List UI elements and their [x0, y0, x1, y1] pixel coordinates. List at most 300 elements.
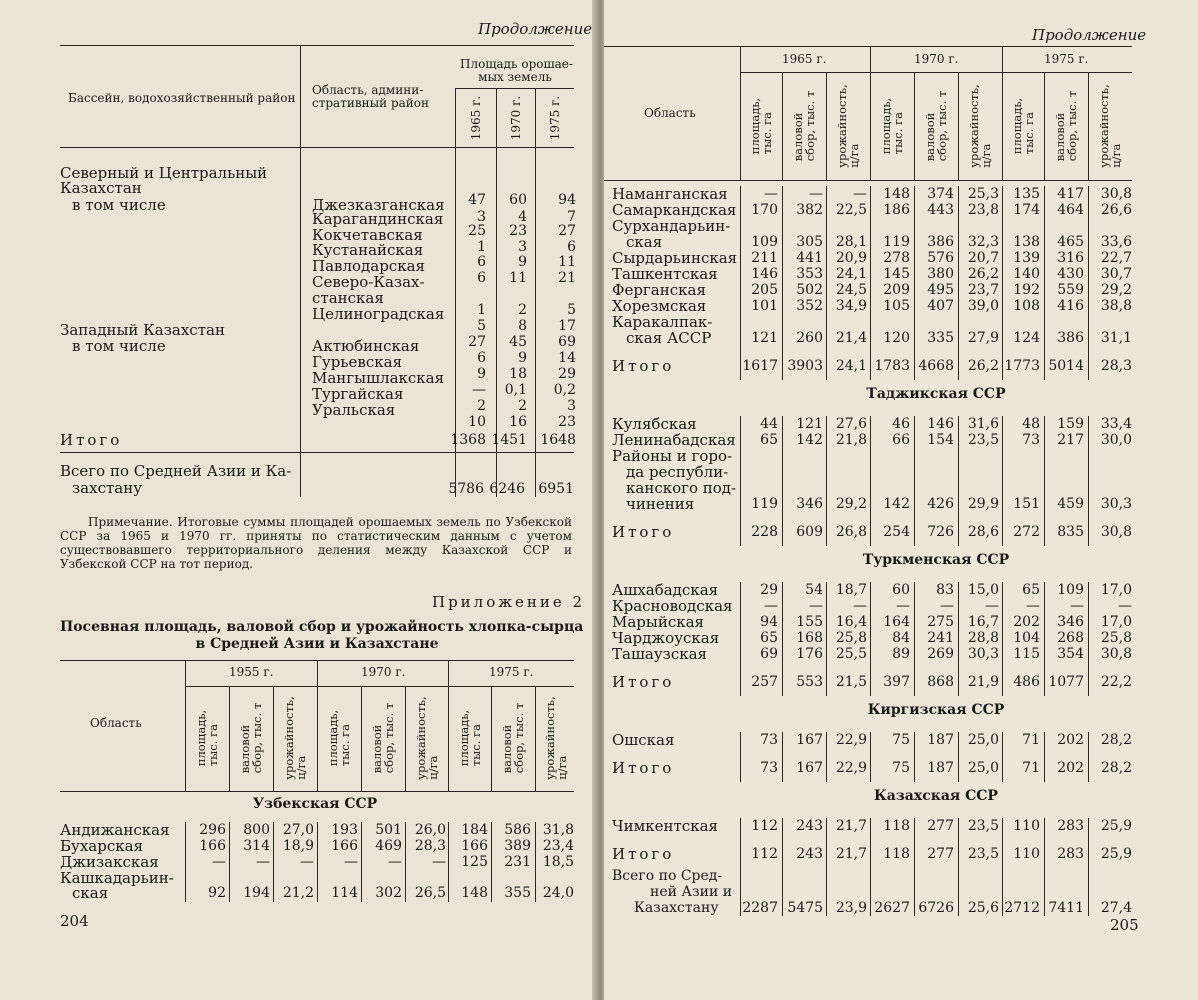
cotton-value: 6726 — [918, 900, 954, 916]
cotton-value: 835 — [1057, 524, 1084, 540]
oblast-name: да республи- — [626, 463, 729, 481]
column-line — [870, 46, 871, 180]
cotton-value: 26,2 — [967, 266, 999, 282]
cotton-value: 73 — [1022, 432, 1040, 448]
cotton-value: 164 — [883, 614, 910, 630]
cotton-value: 23,9 — [835, 900, 867, 916]
basin-name: Казахстан — [60, 179, 142, 197]
cotton-value: 501 — [375, 822, 402, 838]
cotton-value: 380 — [927, 266, 954, 282]
cotton-value: 75 — [892, 732, 910, 748]
cotton-value: 4668 — [918, 358, 954, 374]
area-value: 7 — [567, 209, 576, 225]
column-line — [455, 88, 456, 147]
cotton-value: 243 — [796, 818, 823, 834]
cotton-value: 65 — [760, 432, 778, 448]
area-value: 27 — [468, 334, 486, 350]
cotton-value: 124 — [1013, 330, 1040, 346]
column-header: площадь, тыс. га — [1010, 97, 1036, 155]
cotton-value: 24,1 — [835, 358, 867, 374]
column-line — [826, 732, 827, 782]
oblast-name: Бухарская — [60, 837, 144, 855]
column-line — [958, 818, 959, 916]
cotton-value: — — [1118, 598, 1132, 614]
cotton-value: 151 — [1013, 496, 1040, 512]
area-value: 21 — [558, 270, 576, 286]
column-header: валовой сбор, тыс. т — [1053, 90, 1079, 162]
cotton-value: 374 — [927, 186, 954, 202]
cotton-value: 283 — [1057, 846, 1084, 862]
area-value: 9 — [518, 350, 527, 366]
oblast-header: Область — [644, 106, 696, 120]
cotton-value: 465 — [1057, 234, 1084, 250]
oblast-name: Итого — [612, 357, 675, 375]
cotton-value: 268 — [1057, 630, 1084, 646]
cotton-value: 26,8 — [835, 524, 867, 540]
cotton-value: 23,5 — [967, 846, 999, 862]
oblast-header: Область — [90, 716, 142, 730]
column-line — [1002, 186, 1003, 380]
cotton-value: 24,1 — [835, 266, 867, 282]
cotton-value: 28,2 — [1100, 760, 1132, 776]
area-value: 25 — [468, 223, 486, 239]
cotton-value: 202 — [1057, 732, 1084, 748]
column-line — [740, 416, 741, 546]
column-line — [826, 582, 827, 696]
cotton-value: 23,7 — [967, 282, 999, 298]
area-value: 5 — [567, 302, 576, 318]
cotton-value: 154 — [927, 432, 954, 448]
cotton-value: 110 — [1013, 846, 1040, 862]
cotton-value: 30,3 — [1100, 496, 1132, 512]
column-header: площадь, тыс. га — [879, 97, 905, 155]
cotton-value: 346 — [796, 496, 823, 512]
cotton-value: — — [1026, 598, 1040, 614]
oblast-name: Кокчетавская — [312, 226, 423, 244]
column-line — [1088, 582, 1089, 696]
cotton-value: 202 — [1013, 614, 1040, 630]
cotton-value: 166 — [461, 838, 488, 854]
column-line — [1088, 732, 1089, 782]
column-header: площадь, тыс. га — [326, 709, 352, 767]
column-line — [914, 72, 915, 180]
cotton-value: 389 — [504, 838, 531, 854]
cotton-value: — — [388, 854, 402, 870]
cotton-value: 1617 — [742, 358, 778, 374]
cotton-value: 186 — [883, 202, 910, 218]
oblast-name: Каракалпак- — [612, 313, 713, 331]
column-line — [535, 686, 536, 791]
cotton-value: 272 — [1013, 524, 1040, 540]
oblast-name: Целиноградская — [312, 305, 445, 323]
oblast-name: станская — [312, 289, 384, 307]
cotton-value: — — [764, 186, 778, 202]
column-line — [782, 582, 783, 696]
column-header: валовой сбор, тыс. т — [238, 702, 264, 774]
oblast-name: Ленинабадская — [612, 431, 736, 449]
continuation-label: Продолжение — [1032, 26, 1147, 44]
cotton-value: 114 — [331, 885, 358, 901]
column-line — [740, 46, 741, 180]
cotton-value: 25,0 — [967, 732, 999, 748]
column-line — [1088, 416, 1089, 546]
cotton-value: 192 — [1013, 282, 1040, 298]
cotton-value: 2627 — [874, 900, 910, 916]
cotton-value: 382 — [796, 202, 823, 218]
cotton-value: 416 — [1057, 298, 1084, 314]
cotton-value: 21,9 — [967, 674, 999, 690]
column-line — [535, 88, 536, 147]
cotton-value: 28,8 — [967, 630, 999, 646]
cotton-value: 22,9 — [835, 760, 867, 776]
oblast-name: ская — [72, 884, 109, 902]
cotton-value: 115 — [1013, 646, 1040, 662]
cotton-value: 28,3 — [1100, 358, 1132, 374]
cotton-value: 25,3 — [967, 186, 999, 202]
cotton-value: 34,9 — [835, 298, 867, 314]
column-header: валовой сбор, тыс. т — [923, 90, 949, 162]
cotton-value: 101 — [751, 298, 778, 314]
cotton-value: 26,2 — [967, 358, 999, 374]
cotton-value: 29,2 — [835, 496, 867, 512]
cotton-value: 92 — [208, 885, 226, 901]
cotton-value: 417 — [1057, 186, 1084, 202]
year-header: 1955 г. — [229, 665, 274, 679]
column-line — [1044, 416, 1045, 546]
cotton-value: 25,0 — [967, 760, 999, 776]
rule-line — [60, 452, 574, 453]
cotton-value: 24,5 — [835, 282, 867, 298]
column-line — [361, 822, 362, 902]
cotton-value: 33,6 — [1100, 234, 1132, 250]
cotton-value: 145 — [883, 266, 910, 282]
rule-line — [740, 72, 1132, 73]
cotton-value: 140 — [1013, 266, 1040, 282]
oblast-name: Чарджоуская — [612, 629, 720, 647]
section-heading: Киргизская ССР — [867, 702, 1005, 718]
column-header: урожайность, ц/га — [282, 696, 308, 780]
cotton-value: 211 — [751, 250, 778, 266]
cotton-value: 66 — [892, 432, 910, 448]
cotton-value: 576 — [927, 250, 954, 266]
cotton-value: 166 — [331, 838, 358, 854]
area-value: 6 — [567, 239, 576, 255]
column-line — [958, 416, 959, 546]
cotton-value: 89 — [892, 646, 910, 662]
cotton-value: 275 — [927, 614, 954, 630]
oblast-name: Чимкентская — [612, 817, 718, 835]
cotton-value: — — [256, 854, 270, 870]
area-value: 69 — [558, 334, 576, 350]
cotton-value: 44 — [760, 416, 778, 432]
column-line — [740, 818, 741, 916]
cotton-value: 31,8 — [542, 822, 574, 838]
year-header: 1965 г. — [782, 52, 827, 66]
cotton-value: 109 — [751, 234, 778, 250]
column-line — [1044, 818, 1045, 916]
year-header: 1970 г. — [509, 95, 523, 141]
cotton-value: 30,8 — [1100, 646, 1132, 662]
oblast-name: Казахстану — [634, 900, 719, 916]
cotton-value: 7411 — [1048, 900, 1084, 916]
itogo-value: 1451 — [491, 432, 527, 448]
cotton-value: 29,2 — [1100, 282, 1132, 298]
oblast-name: ская — [626, 233, 663, 251]
cotton-value: 352 — [796, 298, 823, 314]
year-header: 1970 г. — [914, 52, 959, 66]
cotton-value: 25,6 — [967, 900, 999, 916]
area-value: 23 — [509, 223, 527, 239]
rule-line — [604, 46, 1132, 47]
year-header: 1975 г. — [1044, 52, 1089, 66]
cotton-value: 119 — [883, 234, 910, 250]
column-line — [405, 686, 406, 791]
cotton-value: 25,8 — [835, 630, 867, 646]
basin-name: в том числе — [72, 337, 166, 355]
column-line — [185, 660, 186, 791]
column-line — [914, 732, 915, 782]
cotton-value: 26,5 — [414, 885, 446, 901]
cotton-value: 31,6 — [967, 416, 999, 432]
section-heading: Казахская ССР — [874, 788, 998, 804]
oblast-name: Районы и горо- — [612, 447, 733, 465]
cotton-value: 5014 — [1048, 358, 1084, 374]
cotton-value: 316 — [1057, 250, 1084, 266]
column-line — [448, 660, 449, 791]
cotton-value: 28,6 — [967, 524, 999, 540]
cotton-value: — — [300, 854, 314, 870]
area-value: 3 — [518, 239, 527, 255]
cotton-value: 25,9 — [1100, 846, 1132, 862]
column-line — [782, 818, 783, 916]
cotton-value: 29 — [760, 582, 778, 598]
cotton-value: 726 — [927, 524, 954, 540]
cotton-value: 75 — [892, 760, 910, 776]
column-line — [1002, 582, 1003, 696]
cotton-value: 174 — [1013, 202, 1040, 218]
cotton-value: 94 — [760, 614, 778, 630]
oblast-name: Итого — [612, 759, 675, 777]
column-line — [782, 186, 783, 380]
oblast-name: Ташкентская — [612, 265, 718, 283]
cotton-value: 28,1 — [835, 234, 867, 250]
cotton-value: 142 — [883, 496, 910, 512]
cotton-value: 609 — [796, 524, 823, 540]
column-line — [1044, 186, 1045, 380]
cotton-value: 17,0 — [1100, 582, 1132, 598]
cotton-value: 28,2 — [1100, 732, 1132, 748]
oblast-name: канского под- — [626, 479, 737, 497]
cotton-value: 187 — [927, 760, 954, 776]
area-value: 0,1 — [504, 382, 527, 398]
cotton-value: 257 — [751, 674, 778, 690]
area-value: 60 — [509, 192, 527, 208]
column-line — [496, 88, 497, 147]
cotton-value: 2287 — [742, 900, 778, 916]
cotton-value: — — [344, 854, 358, 870]
cotton-value: 1077 — [1048, 674, 1084, 690]
column-header: урожайность, ц/га — [414, 696, 440, 780]
cotton-value: 29,9 — [967, 496, 999, 512]
cotton-value: 21,5 — [835, 674, 867, 690]
oblast-name: Карагандинская — [312, 210, 444, 228]
itogo-value: 1648 — [540, 432, 576, 448]
year-header: 1975 г. — [548, 95, 562, 141]
column-line — [740, 732, 741, 782]
oblast-name: Тургайская — [312, 385, 404, 403]
cotton-value: 112 — [751, 818, 778, 834]
oblast-name: Кустанайская — [312, 241, 424, 259]
right-page — [604, 0, 1198, 1000]
column-line — [826, 186, 827, 380]
oblast-name: Джезказганская — [312, 196, 445, 214]
cotton-value: 231 — [504, 854, 531, 870]
oblast-name: Итого — [612, 523, 675, 541]
column-line — [782, 732, 783, 782]
cotton-value: 426 — [927, 496, 954, 512]
cotton-value: 386 — [1057, 330, 1084, 346]
cotton-value: 430 — [1057, 266, 1084, 282]
vsego-label: Всего по Средней Азии и Ка- — [60, 462, 292, 480]
cotton-value: 119 — [751, 496, 778, 512]
area-value: 3 — [567, 398, 576, 414]
area-value: 2 — [518, 302, 527, 318]
cotton-value: 109 — [1057, 582, 1084, 598]
cotton-value: 296 — [199, 822, 226, 838]
basin-name: в том числе — [72, 196, 166, 214]
column-line — [405, 822, 406, 902]
cotton-value: 23,5 — [967, 432, 999, 448]
cotton-value: 278 — [883, 250, 910, 266]
oblast-name: Мангышлакская — [312, 369, 445, 387]
cotton-value: 26,0 — [414, 822, 446, 838]
cotton-value: 5475 — [787, 900, 823, 916]
cotton-value: 73 — [760, 760, 778, 776]
cotton-value: 30,8 — [1100, 524, 1132, 540]
oblast-name: Красноводская — [612, 597, 733, 615]
cotton-value: 441 — [796, 250, 823, 266]
cotton-value: 24,0 — [542, 885, 574, 901]
cotton-value: — — [1070, 598, 1084, 614]
cotton-value: 260 — [796, 330, 823, 346]
column-line — [1002, 732, 1003, 782]
oblast-name: Кулябская — [612, 415, 697, 433]
column-line — [914, 582, 915, 696]
cotton-value: — — [940, 598, 954, 614]
cotton-value: 21,8 — [835, 432, 867, 448]
rule-line — [60, 45, 574, 46]
column-line — [185, 822, 186, 902]
area-value: 17 — [558, 318, 576, 334]
rule-line — [60, 147, 574, 148]
oblast-name: Итого — [612, 845, 675, 863]
cotton-value: 104 — [1013, 630, 1040, 646]
column-line — [317, 822, 318, 902]
cotton-value: 120 — [883, 330, 910, 346]
oblast-name: Кашкадарьин- — [60, 869, 174, 887]
cotton-value: 217 — [1057, 432, 1084, 448]
column-line — [740, 186, 741, 380]
itogo-label: Итого — [60, 431, 123, 449]
cotton-value: 469 — [375, 838, 402, 854]
column-header: валовой сбор, тыс. т — [500, 702, 526, 774]
cotton-value: — — [853, 186, 867, 202]
oblast-name: Сырдарьинская — [612, 249, 738, 267]
cotton-value: 20,9 — [835, 250, 867, 266]
oblast-name: Ферганская — [612, 281, 706, 299]
column-line — [229, 686, 230, 791]
oblast-name: Итого — [612, 673, 675, 691]
column-line — [229, 822, 230, 902]
column-line — [870, 818, 871, 916]
area-value: 3 — [477, 209, 486, 225]
cotton-value: 159 — [1057, 416, 1084, 432]
cotton-value: 148 — [883, 186, 910, 202]
cotton-value: 48 — [1022, 416, 1040, 432]
section-heading: Таджикская ССР — [866, 386, 1006, 402]
vsego-label: захстану — [72, 479, 143, 497]
cotton-value: 30,7 — [1100, 266, 1132, 282]
section-heading: Туркменская ССР — [862, 552, 1010, 568]
cotton-value: — — [896, 598, 910, 614]
cotton-value: 23,5 — [967, 818, 999, 834]
cotton-value: 25,8 — [1100, 630, 1132, 646]
column-line — [1002, 818, 1003, 916]
area-value: 23 — [558, 414, 576, 430]
cotton-value: 243 — [796, 846, 823, 862]
column-line — [300, 147, 301, 497]
cotton-value: 121 — [751, 330, 778, 346]
column-header: площадь, тыс. га — [457, 709, 483, 767]
cotton-value: 22,7 — [1100, 250, 1132, 266]
cotton-value: 28,3 — [414, 838, 446, 854]
cotton-value: 18,5 — [542, 854, 574, 870]
column-line — [958, 72, 959, 180]
itogo-value: 1368 — [450, 432, 486, 448]
cotton-value: 146 — [927, 416, 954, 432]
cotton-value: 27,9 — [967, 330, 999, 346]
oblast-name: Сурхандарьин- — [612, 217, 731, 235]
cotton-value: 155 — [796, 614, 823, 630]
cotton-value: 586 — [504, 822, 531, 838]
area-value: 14 — [558, 350, 576, 366]
cotton-value: 314 — [243, 838, 270, 854]
cotton-value: 108 — [1013, 298, 1040, 314]
oblast-name: Северо-Казах- — [312, 273, 425, 291]
oblast-name: Уральская — [312, 401, 396, 419]
cotton-value: 121 — [796, 416, 823, 432]
column-line — [958, 582, 959, 696]
column-line — [1088, 186, 1089, 380]
area-value: 5 — [477, 318, 486, 334]
column-line — [535, 822, 536, 902]
cotton-value: 125 — [461, 854, 488, 870]
cotton-value: 3903 — [787, 358, 823, 374]
cotton-value: — — [853, 598, 867, 614]
column-line — [782, 416, 783, 546]
area-value: 10 — [468, 414, 486, 430]
rule-line — [455, 88, 574, 89]
cotton-value: 277 — [927, 846, 954, 862]
cotton-value: 553 — [796, 674, 823, 690]
oblast-name: Всего по Сред- — [612, 868, 723, 884]
cotton-value: 15,0 — [967, 582, 999, 598]
oblast-name: Павлодарская — [312, 257, 425, 275]
column-line — [361, 686, 362, 791]
cotton-value: — — [809, 598, 823, 614]
cotton-value: 486 — [1013, 674, 1040, 690]
area-value: 6 — [477, 350, 486, 366]
